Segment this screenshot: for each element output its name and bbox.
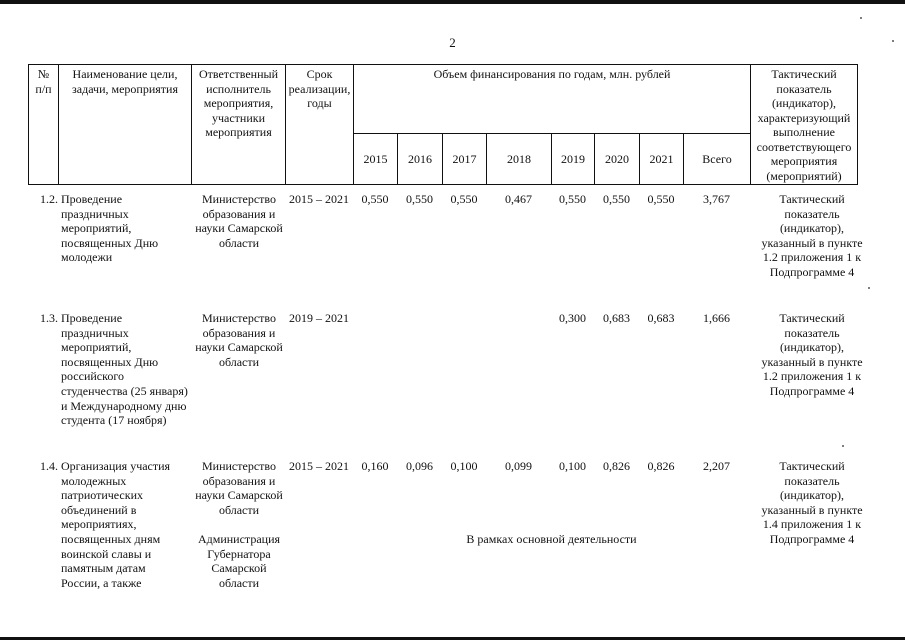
row-responsible: Министерство образования и науки Самарской области [195,311,283,369]
row-num: 1.4. [40,459,58,473]
row-value-2021: 0,826 [647,459,675,473]
row-note: В рамках основной деятельности [466,532,637,546]
row-num: 1.3. [40,311,58,325]
header-num-label: № п/п [35,67,52,96]
row-value-2021: 0,683 [647,311,675,325]
header-period: Срок реализации, годы [286,65,354,185]
scan-speck [842,445,844,447]
scan-speck [860,17,862,19]
row-value-2021: 0,550 [647,192,675,206]
header-funding: Объем финансирования по годам, млн. рублей [354,65,751,134]
row-responsible-2: Администрация Губернатора Самарской области [197,532,281,590]
header-year-2016: 2016 [398,134,443,185]
header-name: Наименование цели, задачи, мероприятия [59,65,192,185]
header-year-2017: 2017 [443,134,487,185]
row-value-total: 3,767 [703,192,730,206]
scan-speck [868,287,870,289]
header-responsible: Ответственный исполнитель мероприятия, участники мероприятия [192,65,286,185]
row-value-2016: 0,096 [406,459,433,473]
row-indicator: Тактический показатель (индикатор), указанный в пункте 1.2 приложения 1 к Подпрограмме 4 [761,192,863,279]
row-period: 2015 – 2021 [289,459,349,473]
row-name: Организация участия молодежных патриотических объединений в мероприятиях, посвященных дням воинской славы и памятным датам России, а также [61,459,171,590]
row-value-total: 2,207 [703,459,730,473]
row-value-total: 1,666 [703,311,730,325]
header-indicator: Тактический показатель (индикатор), характеризующий выполнение соответствующего мероприятия (мероприятий) [751,65,858,185]
top-border [0,0,905,4]
header-year-2018: 2018 [487,134,552,185]
row-value-2020: 0,826 [603,459,630,473]
row-value-2020: 0,683 [603,311,630,325]
row-value-2019: 0,100 [559,459,586,473]
header-year-2015: 2015 [354,134,398,185]
row-name: Проведение праздничных мероприятий, посвященных Дню молодежи [61,192,159,265]
row-value-2017: 0,100 [450,459,478,473]
row-name: Проведение праздничных мероприятий, посвященных Дню российского студенчества (25 января) и Международному дню студента (17 ноября) [61,311,188,428]
header-year-total: Всего [684,134,751,185]
row-value-2015: 0,550 [361,192,389,206]
row-value-2017: 0,550 [450,192,478,206]
row-responsible: Министерство образования и науки Самарской области [195,192,283,250]
row-period: 2015 – 2021 [289,192,349,206]
row-value-2015: 0,160 [361,459,389,473]
header-year-2019: 2019 [552,134,595,185]
page-number: 2 [449,35,456,50]
row-value-2019: 0,550 [559,192,586,206]
row-value-2020: 0,550 [603,192,630,206]
header-num [29,65,59,185]
row-num: 1.2. [40,192,58,206]
header-year-2021: 2021 [640,134,684,185]
scan-speck [892,40,894,42]
row-indicator: Тактический показатель (индикатор), указанный в пункте 1.2 приложения 1 к Подпрограмме 4 [761,311,863,398]
funding-table-header [28,64,858,185]
row-responsible: Министерство образования и науки Самарской области [195,459,283,517]
row-value-2018: 0,467 [505,192,532,206]
row-value-2016: 0,550 [406,192,433,206]
row-value-2018: 0,099 [505,459,532,473]
row-period: 2019 – 2021 [289,311,349,325]
row-indicator: Тактический показатель (индикатор), указанный в пункте 1.4 приложения 1 к Подпрограмме 4 [761,459,863,546]
row-value-2019: 0,300 [559,311,586,325]
header-year-2020: 2020 [595,134,640,185]
